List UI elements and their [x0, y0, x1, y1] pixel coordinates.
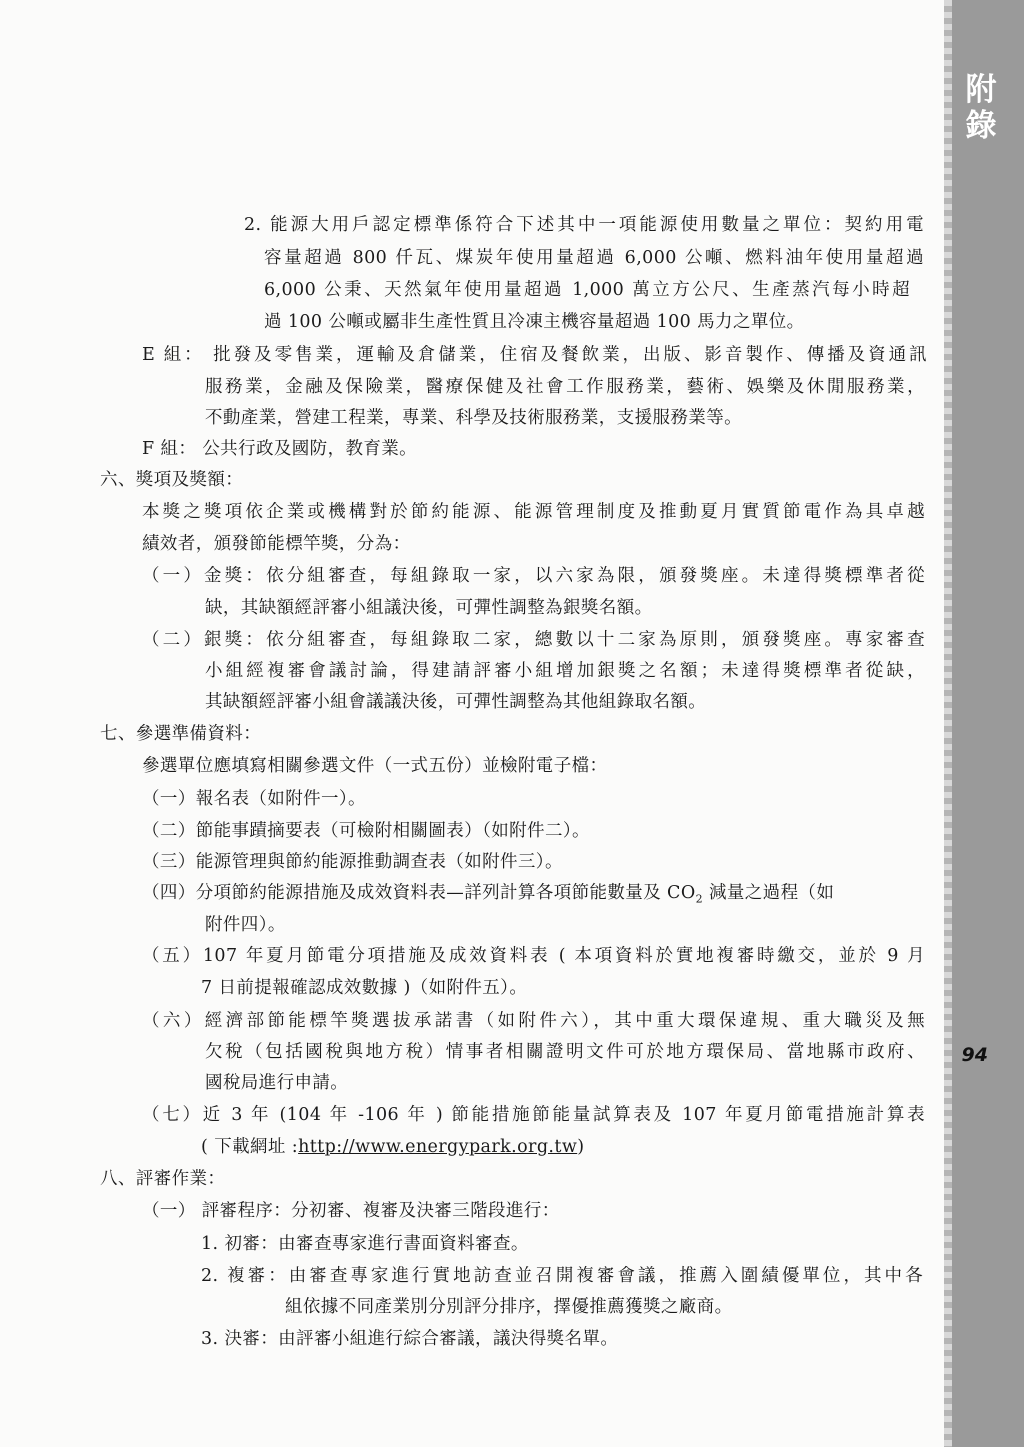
text-segment: ) — [577, 1137, 585, 1157]
text-line: （一） 評審程序：分初審、複審及決審三階段進行： — [142, 1201, 560, 1221]
text-line: 欠稅（包括國稅與地方稅）情事者相關證明文件可於地方環保局、當地縣市政府、 — [205, 1042, 925, 1062]
text-line: 附件四）。 — [205, 915, 286, 935]
section-heading: 八、評審作業： — [100, 1169, 226, 1189]
text-line: （七）近 3 年 (104 年 -106 年 ) 節能措施節能量試算表及 107 年夏月節電措施計算表 — [142, 1105, 925, 1125]
text-line — [142, 883, 834, 910]
text-line: F 組： 公共行政及國防，教育業。 — [142, 439, 418, 459]
text-line: 績效者，頒發節能標竿獎，分為： — [142, 534, 411, 554]
text-line: 小組經複審會議討論，得建請評審小組增加銀獎之名額；未達得獎標準者從缺， — [205, 661, 925, 681]
text-line: （一）金獎：依分組審查，每組錄取一家，以六家為限，頒發獎座。未達得獎標準者從 — [142, 566, 925, 586]
side-tab — [944, 0, 1024, 1447]
text-line: 3. 決審：由評審小組進行綜合審議，議決得獎名單。 — [201, 1329, 619, 1349]
text-line: 服務業，金融及保險業，醫療保健及社會工作服務業，藝術、娛樂及休閒服務業， — [205, 377, 925, 397]
text-segment: ( 下載網址 : — [201, 1137, 299, 1157]
text-segment: 減量之過程（如 — [703, 883, 835, 903]
section-heading: 六、獎項及獎額： — [100, 470, 244, 490]
text-line: 容量超過 800 仟瓦、煤炭年使用量超過 6,000 公噸、燃料油年使用量超過 — [264, 248, 924, 268]
page-number: 94 — [961, 1044, 988, 1066]
subscript: 2 — [695, 892, 704, 906]
text-line: 國稅局進行申請。 — [205, 1073, 349, 1093]
text-line: 6,000 公秉、天然氣年使用量超過 1,000 萬立方公尺、生產蒸汽每小時超 — [264, 280, 910, 300]
text-line: E 組： 批發及零售業，運輸及倉儲業，住宿及餐飲業，出版、影音製作、傳播及資通訊 — [142, 345, 927, 365]
text-line: 2. 能源大用戶認定標準係符合下述其中一項能源使用數量之單位：契約用電 — [244, 215, 924, 235]
text-line: 缺，其缺額經評審小組議決後，可彈性調整為銀獎名額。 — [205, 598, 653, 618]
text-line: （三）能源管理與節約能源推動調查表（如附件三）。 — [142, 852, 563, 872]
text-line: 過 100 公噸或屬非生產性質且冷凍主機容量超過 100 馬力之單位。 — [264, 312, 805, 332]
download-link[interactable]: http://www.energypark.org.tw — [298, 1137, 578, 1157]
text-line: （六）經濟部節能標竿獎選拔承諾書（如附件六），其中重大環保違規、重大職災及無 — [142, 1011, 925, 1031]
text-line: （二）節能事蹟摘要表（可檢附相關圖表）（如附件二）。 — [142, 821, 590, 841]
text-line: 不動產業，營建工程業，專業、科學及技術服務業，支援服務業等。 — [205, 408, 742, 428]
text-line: 2. 複審：由審查專家進行實地訪查並召開複審會議，推薦入圍績優單位，其中各 — [201, 1266, 923, 1286]
text-line: 組依據不同產業別分別評分排序，擇優推薦獲獎之廠商。 — [285, 1297, 733, 1317]
text-line: 1. 初審：由審查專家進行書面資料審查。 — [201, 1234, 529, 1254]
text-line: 其缺額經評審小組會議議決後，可彈性調整為其他組錄取名額。 — [205, 692, 707, 712]
side-tab-border — [944, 0, 952, 1447]
appendix-label: 附錄 — [965, 72, 997, 144]
text-line: （五）107 年夏月節電分項措施及成效資料表 ( 本項資料於實地複審時繳交，並於 9 月 — [142, 946, 925, 966]
text-line: 參選單位應填寫相關參選文件（一式五份）並檢附電子檔： — [142, 756, 608, 776]
text-segment: （四）分項節約能源措施及成效資料表—詳列計算各項節能數量及 CO — [142, 883, 696, 903]
text-line: （二）銀獎：依分組審查，每組錄取二家，總數以十二家為原則，頒發獎座。專家審查 — [142, 630, 925, 650]
text-line: （一）報名表（如附件一）。 — [142, 789, 366, 809]
section-heading: 七、參選準備資料： — [100, 724, 262, 744]
text-line: 7 日前提報確認成效數據 )（如附件五）。 — [201, 978, 528, 998]
text-line: 本獎之獎項依企業或機構對於節約能源、能源管理制度及推動夏月實質節電作為具卓越 — [142, 502, 925, 522]
text-line — [201, 1137, 584, 1157]
